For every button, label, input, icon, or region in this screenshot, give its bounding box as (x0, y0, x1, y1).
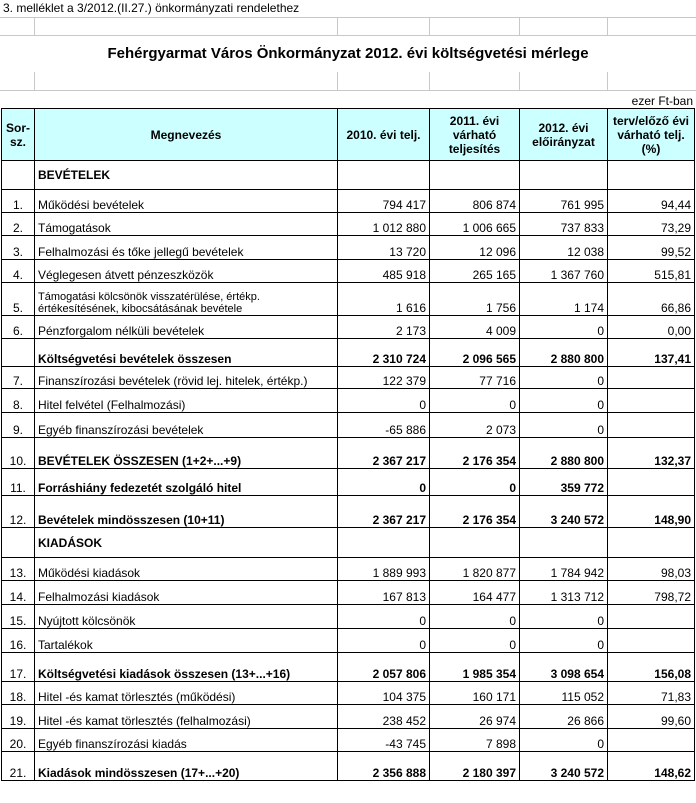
row-number-cell: 13. (2, 558, 35, 581)
row-name-cell: Egyéb finanszírozási bevételek (35, 413, 338, 438)
row-number-cell: 3. (2, 236, 35, 260)
row-name-cell: Forráshiány fedezetét szolgáló hitel (35, 469, 338, 496)
subtotal-row (2, 653, 695, 682)
value-cell (608, 729, 695, 752)
value-cell: 761 995 (520, 190, 608, 213)
empty-grid-row (0, 18, 696, 36)
value-cell: 137,41 (608, 339, 695, 367)
value-cell: 2 176 354 (430, 496, 520, 528)
row-number-cell: 1. (2, 190, 35, 213)
subtotal-row (2, 339, 695, 367)
row-number-cell (2, 161, 35, 190)
row-number-cell: 9. (2, 413, 35, 438)
value-cell: 94,44 (608, 190, 695, 213)
value-cell: 0 (430, 389, 520, 413)
row-number-cell: 8. (2, 389, 35, 413)
value-cell (608, 161, 695, 190)
value-cell: 1 985 354 (430, 653, 520, 682)
value-cell (338, 528, 430, 558)
row-name-cell: Egyéb finanszírozási kiadás (35, 729, 338, 752)
value-cell: 156,08 (608, 653, 695, 682)
row-name-cell: Működési kiadások (35, 558, 338, 581)
row-name-cell: Költségvetési kiadások összesen (13+...+16) (35, 653, 338, 682)
value-cell: 99,52 (608, 236, 695, 260)
row-number-cell: 12. (2, 496, 35, 528)
value-cell: 3 240 572 (520, 752, 608, 781)
value-cell: 71,83 (608, 682, 695, 705)
row-name-cell: Működési bevételek (35, 190, 338, 213)
value-cell: 2 057 806 (338, 653, 430, 682)
value-cell: 1 012 880 (338, 213, 430, 236)
value-cell: 0 (338, 469, 430, 496)
value-cell: 0 (520, 389, 608, 413)
header-2011: 2011. évi várható teljesítés (430, 109, 520, 161)
value-cell: 115 052 (520, 682, 608, 705)
value-cell (338, 161, 430, 190)
table-row (2, 558, 695, 581)
value-cell: 359 772 (520, 469, 608, 496)
row-number-cell: 19. (2, 705, 35, 729)
row-name-cell: Bevételek mindösszesen (10+11) (35, 496, 338, 528)
table-row (2, 260, 695, 283)
row-number-cell: 21. (2, 752, 35, 781)
value-cell: 0 (338, 629, 430, 653)
value-cell: 4 009 (430, 316, 520, 339)
table-row (2, 682, 695, 705)
section-title-expense: KIADÁSOK (35, 528, 338, 558)
row-name-cell: Hitel -és kamat törlesztés (működési) (35, 682, 338, 705)
value-cell: 13 720 (338, 236, 430, 260)
value-cell: 0 (520, 629, 608, 653)
row-number-cell: 14. (2, 581, 35, 605)
value-cell: 66,86 (608, 283, 695, 316)
value-cell: 1 367 760 (520, 260, 608, 283)
value-cell: 1 174 (520, 283, 608, 316)
table-row (2, 389, 695, 413)
value-cell: 2 880 800 (520, 339, 608, 367)
row-name-cell: Felhalmozási és tőke jellegű bevételek (35, 236, 338, 260)
table-row (2, 190, 695, 213)
value-cell: 99,60 (608, 705, 695, 729)
row-number-cell: 16. (2, 629, 35, 653)
value-cell: 164 477 (430, 581, 520, 605)
value-cell: 1 756 (430, 283, 520, 316)
empty-grid-row (0, 72, 696, 91)
row-name-cell: Nyújtott kölcsönök (35, 605, 338, 629)
header-name: Megnevezés (35, 109, 338, 161)
value-cell: 794 417 (338, 190, 430, 213)
value-cell: 26 866 (520, 705, 608, 729)
value-cell: 265 165 (430, 260, 520, 283)
value-cell: 1 006 665 (430, 213, 520, 236)
row-number-cell: 7. (2, 367, 35, 389)
table-row (2, 469, 695, 496)
table-row (2, 316, 695, 339)
row-number-cell: 11. (2, 469, 35, 496)
value-cell: 1 784 942 (520, 558, 608, 581)
value-cell: 485 918 (338, 260, 430, 283)
table-row (2, 729, 695, 752)
row-name-cell: Véglegesen átvett pénzeszközök (35, 260, 338, 283)
value-cell (608, 528, 695, 558)
value-cell: 2 310 724 (338, 339, 430, 367)
value-cell (608, 605, 695, 629)
value-cell: 26 974 (430, 705, 520, 729)
value-cell: 1 820 877 (430, 558, 520, 581)
value-cell: 0,00 (608, 316, 695, 339)
value-cell: 148,62 (608, 752, 695, 781)
row-name-cell: Felhalmozási kiadások (35, 581, 338, 605)
value-cell: 12 096 (430, 236, 520, 260)
table-row (2, 629, 695, 653)
row-name-cell: Hitel felvétel (Felhalmozási) (35, 389, 338, 413)
row-name-cell: Költségvetési bevételek összesen (35, 339, 338, 367)
value-cell: 2 880 800 (520, 438, 608, 469)
value-cell: 0 (520, 413, 608, 438)
table-row (2, 283, 695, 316)
value-cell: 0 (338, 605, 430, 629)
value-cell: 2 096 565 (430, 339, 520, 367)
value-cell: 238 452 (338, 705, 430, 729)
value-cell: 0 (520, 729, 608, 752)
value-cell: 77 716 (430, 367, 520, 389)
value-cell: 0 (520, 367, 608, 389)
row-name-cell: Támogatási kölcsönök visszatérülése, értékp. értékesítésének, kibocsátásának bevétele (35, 283, 338, 316)
table-row (2, 367, 695, 389)
value-cell: 1 889 993 (338, 558, 430, 581)
appendix-note: 3. melléklet a 3/2012.(II.27.) önkormányzati rendelethez (0, 0, 696, 18)
grand-total-row (2, 496, 695, 528)
value-cell (520, 161, 608, 190)
value-cell: 0 (338, 389, 430, 413)
value-cell: 122 379 (338, 367, 430, 389)
value-cell: 132,37 (608, 438, 695, 469)
table-row (2, 213, 695, 236)
value-cell: 148,90 (608, 496, 695, 528)
section-row-expense (2, 528, 695, 558)
value-cell: 515,81 (608, 260, 695, 283)
value-cell: 12 038 (520, 236, 608, 260)
unit-label: ezer Ft-ban (631, 94, 693, 108)
table-row (2, 413, 695, 438)
value-cell: 2 180 397 (430, 752, 520, 781)
value-cell (520, 528, 608, 558)
header-2012: 2012. évi előirányzat (520, 109, 608, 161)
value-cell (608, 389, 695, 413)
value-cell: 0 (430, 605, 520, 629)
row-number-cell: 5. (2, 283, 35, 316)
value-cell: 2 367 217 (338, 496, 430, 528)
value-cell: 3 098 654 (520, 653, 608, 682)
value-cell (608, 413, 695, 438)
value-cell: 0 (520, 316, 608, 339)
value-cell (608, 367, 695, 389)
value-cell: 806 874 (430, 190, 520, 213)
value-cell: 798,72 (608, 581, 695, 605)
section-title-income: BEVÉTELEK (35, 161, 338, 190)
value-cell: 2 176 354 (430, 438, 520, 469)
value-cell: 2 173 (338, 316, 430, 339)
value-cell: 104 375 (338, 682, 430, 705)
row-number-cell (2, 339, 35, 367)
value-cell: -65 886 (338, 413, 430, 438)
page-title: Fehérgyarmat Város Önkormányzat 2012. évi költségvetési mérlege (107, 45, 589, 62)
value-cell: 167 813 (338, 581, 430, 605)
value-cell (608, 469, 695, 496)
row-number-cell: 15. (2, 605, 35, 629)
row-name-cell: Pénzforgalom nélküli bevételek (35, 316, 338, 339)
value-cell: 0 (430, 469, 520, 496)
value-cell: 160 171 (430, 682, 520, 705)
table-row (2, 705, 695, 729)
total-row (2, 438, 695, 469)
value-cell: 0 (520, 605, 608, 629)
row-name-cell: Hitel -és kamat törlesztés (felhalmozási) (35, 705, 338, 729)
grand-total-row (2, 752, 695, 781)
table-row (2, 605, 695, 629)
row-number-cell: 17. (2, 653, 35, 682)
row-number-cell: 2. (2, 213, 35, 236)
value-cell: 2 367 217 (338, 438, 430, 469)
value-cell: 2 073 (430, 413, 520, 438)
value-cell: 0 (430, 629, 520, 653)
value-cell: 3 240 572 (520, 496, 608, 528)
header-2010: 2010. évi telj. (338, 109, 430, 161)
row-name-cell: Támogatások (35, 213, 338, 236)
row-number-cell: 10. (2, 438, 35, 469)
row-name-cell: BEVÉTELEK ÖSSZESEN (1+2+...+9) (35, 438, 338, 469)
value-cell: -43 745 (338, 729, 430, 752)
value-cell: 73,29 (608, 213, 695, 236)
row-name-cell: Kiadások mindösszesen (17+...+20) (35, 752, 338, 781)
row-number-cell (2, 528, 35, 558)
header-ratio: terv/előző évi várható telj. (%) (608, 109, 695, 161)
header-no: Sor-sz. (2, 109, 35, 161)
header-row (2, 109, 695, 161)
row-number-cell: 20. (2, 729, 35, 752)
value-cell (430, 528, 520, 558)
row-number-cell: 4. (2, 260, 35, 283)
value-cell: 1 313 712 (520, 581, 608, 605)
table-row (2, 236, 695, 260)
section-row-income (2, 161, 695, 190)
row-number-cell: 18. (2, 682, 35, 705)
row-name-cell: Tartalékok (35, 629, 338, 653)
table-row (2, 581, 695, 605)
row-name-cell: Finanszírozási bevételek (rövid lej. hitelek, értékp.) (35, 367, 338, 389)
value-cell (430, 161, 520, 190)
value-cell (608, 629, 695, 653)
row-number-cell: 6. (2, 316, 35, 339)
budget-table (1, 108, 695, 781)
value-cell: 737 833 (520, 213, 608, 236)
value-cell: 98,03 (608, 558, 695, 581)
value-cell: 1 616 (338, 283, 430, 316)
value-cell: 7 898 (430, 729, 520, 752)
value-cell: 2 356 888 (338, 752, 430, 781)
